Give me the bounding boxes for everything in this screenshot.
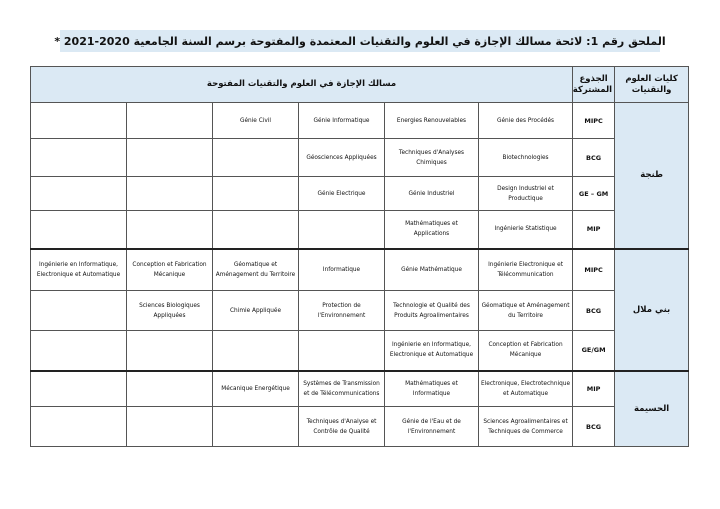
program-cell: Technologie et Qualité des Produits Agroalimentaires <box>385 291 479 331</box>
table-row <box>31 249 689 291</box>
program-cell <box>31 139 127 177</box>
program-cell: Ingénierie Electronique et Télécommunication <box>479 249 573 291</box>
program-cell: Sciences Agroalimentaires et Techniques de Commerce <box>479 407 573 447</box>
program-cell: Protection de l'Environnement <box>299 291 385 331</box>
program-cell <box>31 371 127 407</box>
program-cell <box>127 103 213 139</box>
program-cell <box>213 407 299 447</box>
program-cell: Techniques d'Analyses Chimiques <box>385 139 479 177</box>
common-core-header: الجذوع المشتركة <box>573 67 615 103</box>
table-row <box>31 407 689 447</box>
program-cell <box>299 331 385 371</box>
program-cell: Géomatique et Aménagement du Territoire <box>479 291 573 331</box>
common-core-cell: GE – GM <box>573 177 615 211</box>
program-cell: Chimie Appliquée <box>213 291 299 331</box>
table-row <box>31 371 689 407</box>
program-cell: Génie Civil <box>213 103 299 139</box>
program-cell <box>299 211 385 249</box>
program-cell: Ingénierie en Informatique, Electronique et Automatique <box>385 331 479 371</box>
program-cell: Mathématiques et Informatique <box>385 371 479 407</box>
program-cell: Mécanique Energétique <box>213 371 299 407</box>
program-cell: Génie Informatique <box>299 103 385 139</box>
program-cell <box>31 331 127 371</box>
program-cell: Techniques d'Analyse et Contrôle de Qualité <box>299 407 385 447</box>
common-core-cell: BCG <box>573 407 615 447</box>
program-cell <box>31 291 127 331</box>
program-cell <box>31 211 127 249</box>
program-cell: Ingénierie en Informatique, Electronique et Automatique <box>31 249 127 291</box>
program-cell <box>213 177 299 211</box>
table-row <box>31 291 689 331</box>
program-cell: Ingénierie Statistique <box>479 211 573 249</box>
program-cell <box>31 177 127 211</box>
program-cell <box>127 407 213 447</box>
table-row <box>31 139 689 177</box>
program-cell: Conception et Fabrication Mécanique <box>127 249 213 291</box>
program-cell: Systèmes de Transmission et de Télécommunications <box>299 371 385 407</box>
program-cell <box>127 331 213 371</box>
program-cell <box>127 177 213 211</box>
common-core-cell: BCG <box>573 139 615 177</box>
common-core-cell: MIP <box>573 211 615 249</box>
document-title: الملحق رقم 1: لائحة مسالك الإجازة في العلوم والتقنيات المعتمدة والمفتوحة برسم السنة الجامعية 2020-2021 * <box>60 30 660 52</box>
programs-table <box>30 66 689 447</box>
table-row <box>31 331 689 371</box>
program-cell: Informatique <box>299 249 385 291</box>
program-cell <box>31 103 127 139</box>
common-core-cell: BCG <box>573 291 615 331</box>
program-cell <box>31 407 127 447</box>
program-cell: Génie de l'Eau et de l'Environnement <box>385 407 479 447</box>
program-cell: Mathématiques et Applications <box>385 211 479 249</box>
table-row <box>31 177 689 211</box>
faculties-header: كليات العلوم والتقنيات <box>615 67 689 103</box>
program-cell <box>127 371 213 407</box>
program-cell <box>213 139 299 177</box>
program-cell: Géomatique et Aménagement du Territoire <box>213 249 299 291</box>
program-cell <box>127 139 213 177</box>
program-cell: Génie Industriel <box>385 177 479 211</box>
faculty-city-cell: الحسيمة <box>615 371 689 447</box>
programs-header: مسالك الإجازة في العلوم والتقنيات المفتوحة <box>31 67 573 103</box>
program-cell <box>213 331 299 371</box>
common-core-cell: GE/GM <box>573 331 615 371</box>
program-cell <box>213 211 299 249</box>
faculty-city-cell: طنجة <box>615 103 689 249</box>
program-cell: Génie Mathématique <box>385 249 479 291</box>
program-cell: Génie Electrique <box>299 177 385 211</box>
program-cell: Génie des Procédés <box>479 103 573 139</box>
program-cell: Géosciences Appliquées <box>299 139 385 177</box>
program-cell: Conception et Fabrication Mécanique <box>479 331 573 371</box>
program-cell: Energies Renouvelables <box>385 103 479 139</box>
header-row <box>31 67 689 103</box>
common-core-cell: MIPC <box>573 249 615 291</box>
program-cell: Biotechnologies <box>479 139 573 177</box>
program-cell <box>127 211 213 249</box>
common-core-cell: MIP <box>573 371 615 407</box>
faculty-city-cell: بني ملال <box>615 249 689 371</box>
program-cell: Sciences Biologiques Appliquées <box>127 291 213 331</box>
program-cell: Electronique, Electrotechnique et Automatique <box>479 371 573 407</box>
common-core-cell: MIPC <box>573 103 615 139</box>
table-row <box>31 103 689 139</box>
table-row <box>31 211 689 249</box>
program-cell: Design Industriel et Productique <box>479 177 573 211</box>
